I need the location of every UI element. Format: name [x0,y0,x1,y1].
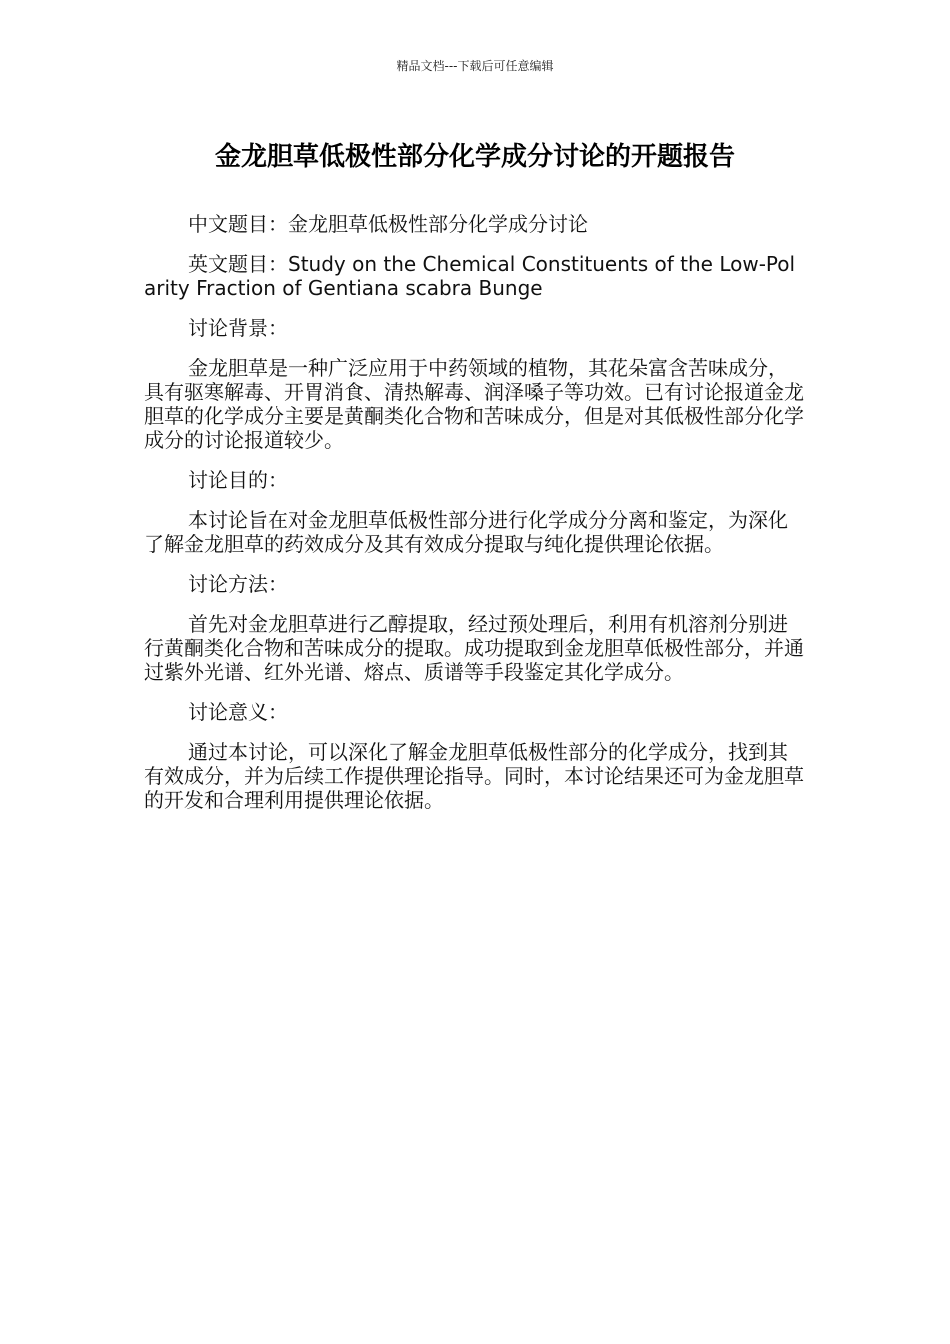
section-heading-purpose: 讨论目的： [188,468,288,492]
section-heading-significance: 讨论意义： [188,700,288,724]
background-paragraph: 金龙胆草是一种广泛应用于中药领域的植物，其花朵富含苦味成分，具有驱寒解毒、开胃消食、清热解毒、润泽嗓子等功效。已有讨论报道金龙胆草的化学成分主要是黄酮类化合物和苦味成分，但是对其低极性部分化学成分的讨论报道较少。 [144,356,804,452]
header-note: 精品文档---下载后可任意编辑 [396,59,554,73]
section-heading-method: 讨论方法： [188,572,288,596]
purpose-paragraph: 本讨论旨在对金龙胆草低极性部分进行化学成分分离和鉴定，为深化了解金龙胆草的药效成分及其有效成分提取与纯化提供理论依据。 [144,508,788,556]
document-body [144,212,804,828]
document-title: 金龙胆草低极性部分化学成分讨论的开题报告 [214,142,735,172]
significance-paragraph: 通过本讨论，可以深化了解金龙胆草低极性部分的化学成分，找到其有效成分，并为后续工作提供理论指导。同时，本讨论结果还可为金龙胆草的开发和合理利用提供理论依据。 [144,740,804,812]
section-heading-background: 讨论背景： [188,316,288,340]
method-paragraph: 首先对金龙胆草进行乙醇提取，经过预处理后，利用有机溶剂分别进行黄酮类化合物和苦味成分的提取。成功提取到金龙胆草低极性部分，并通过紫外光谱、红外光谱、熔点、质谱等手段鉴定其化学成分。 [144,612,804,684]
chinese-title-line: 中文题目：金龙胆草低极性部分化学成分讨论 [188,212,588,236]
english-title-line: 英文题目：Study on the Chemical Constituents of the Low-Polarity Fraction of Gentiana scabra Bunge [144,252,796,300]
